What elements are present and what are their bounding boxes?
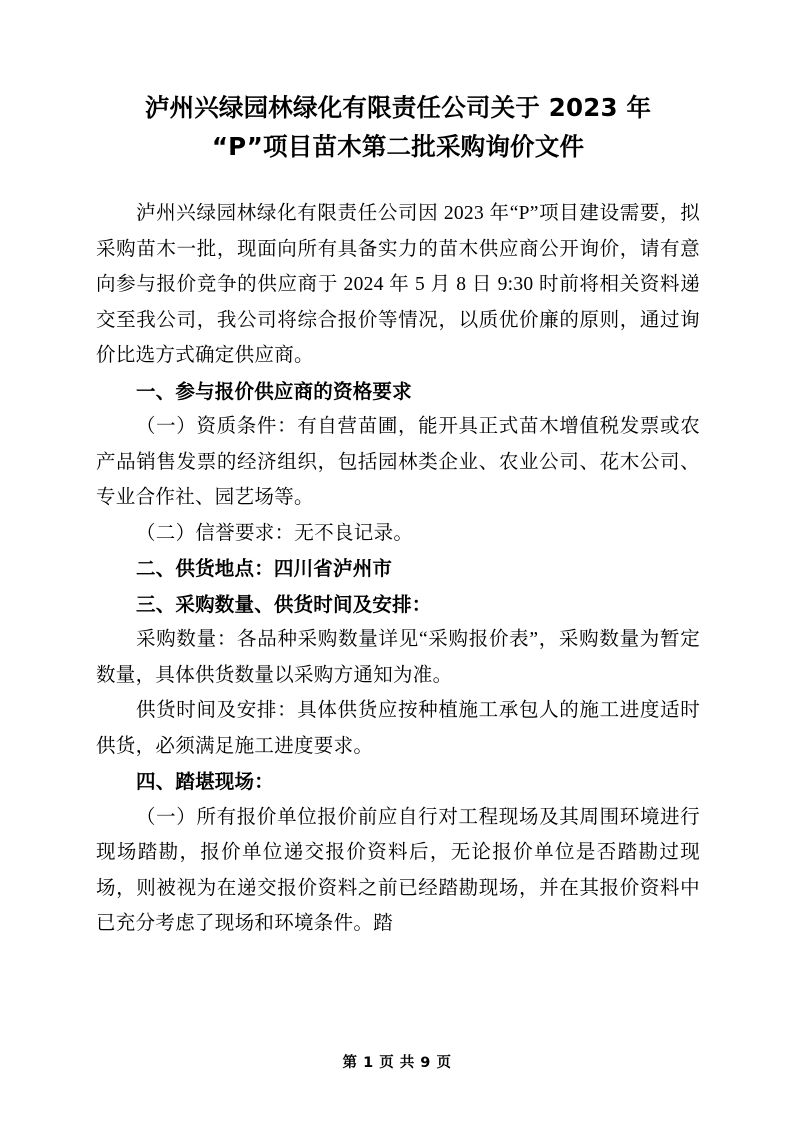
section-heading-1: 一、参与报价供应商的资格要求 xyxy=(136,379,412,403)
document-body xyxy=(96,196,700,942)
paragraph-intro: 泸州兴绿园林绿化有限责任公司因 2023 年“P”项目建设需要，拟采购苗木一批，现面向所有具备实力的苗木供应商公开询价，请有意向参与报价竞争的供应商于 2024 年 5 月 8 日 9:30 时前将相关资料递交至我公司，我公司将综合报价等情况，以质优价廉的原则，通过询价比选方式确定供应商。 xyxy=(96,203,700,366)
page-content xyxy=(96,62,700,1062)
section-heading-4: 四、踏堪现场： xyxy=(136,770,274,793)
paragraph-delivery: 供货时间及安排：具体供货应按种植施工承包人的施工进度适时供货，必须满足施工进度要求。 xyxy=(96,700,700,757)
page-title xyxy=(96,88,700,166)
paragraph-quantity: 采购数量：各品种采购数量详见“采购报价表”，采购数量为暂定数量，具体供货数量以采购方通知为准。 xyxy=(96,629,700,686)
title-line-1: 泸州兴绿园林绿化有限责任公司关于 2023 年 xyxy=(144,93,652,122)
section-heading-2: 二、供货地点：四川省泸州市 xyxy=(136,557,393,580)
section-heading-3: 三、采购数量、供货时间及安排： xyxy=(136,592,432,616)
title-line-2: “P”项目苗木第二批采购询价文件 xyxy=(211,132,585,161)
paragraph-site-survey: （一）所有报价单位报价前应自行对工程现场及其周围环境进行现场踏勘，报价单位递交报价资料后，无论报价单位是否踏勘过现场，则被视为在递交报价资料之前已经踏勘现场，并在其报价资料中已充分考虑了现场和环境条件。踏 xyxy=(96,806,700,934)
page-footer: 第 1 页 共 9 页 xyxy=(342,1055,452,1071)
paragraph-credit: （二）信誉要求：无不良记录。 xyxy=(136,522,414,544)
paragraph-qualification: （一）资质条件：有自营苗圃，能开具正式苗木增值税发票或农产品销售发票的经济组织，包括园林类企业、农业公司、花木公司、专业合作社、园艺场等。 xyxy=(96,416,700,508)
